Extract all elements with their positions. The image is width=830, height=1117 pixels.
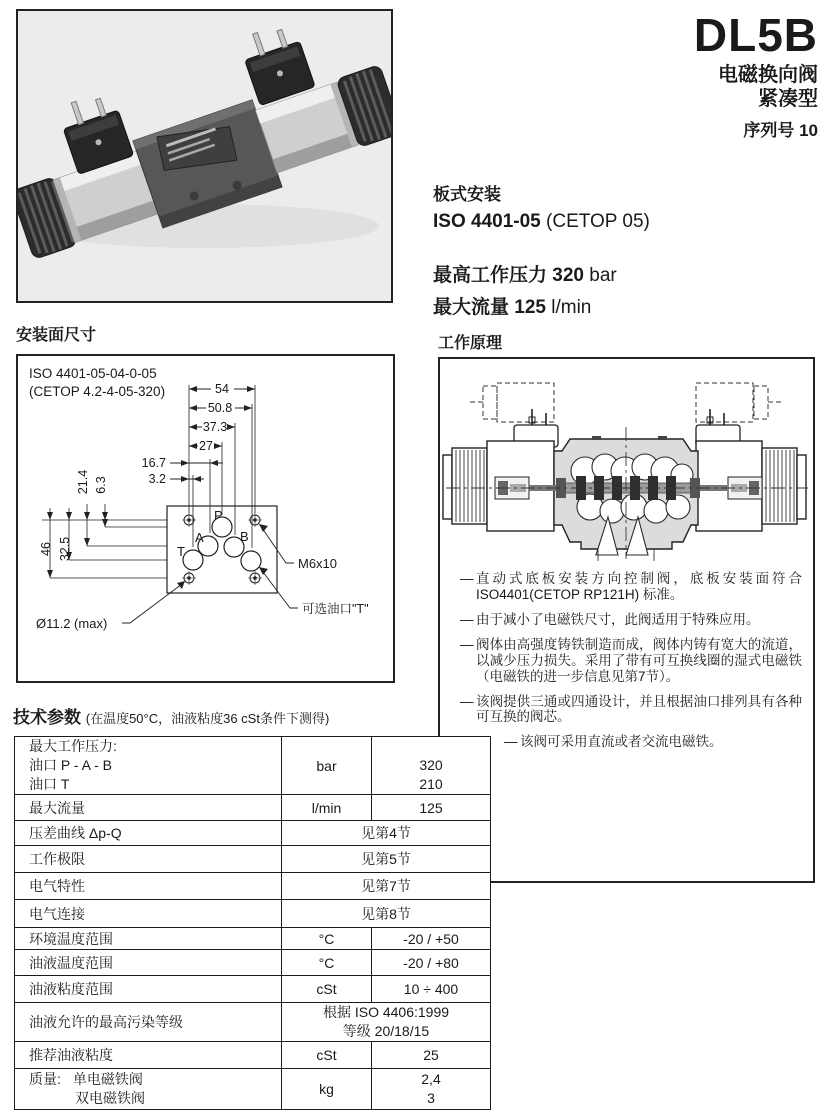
table-row: 最大流量 l/min 125 [15, 795, 491, 821]
table-row: 油液粘度范围 cSt 10 ÷ 400 [15, 976, 491, 1003]
list-item: — 该阀提供三通或四通设计，并且根据油口排列具有各种可互换的阀芯。 [460, 693, 802, 725]
working-principle-heading: 工作原理 [438, 335, 503, 352]
port-a-label: A [195, 530, 204, 545]
cetop-pattern-code: (CETOP 4.2-4-05-320) [29, 384, 166, 399]
dim-50-8: 50.8 [207, 401, 233, 415]
list-item: — 该阀可采用直流或者交流电磁铁。 [504, 734, 723, 750]
max-flow-value: 125 [514, 297, 546, 318]
bullet-dash: — [460, 611, 474, 627]
table-row: 最大工作压力: 油口 P - A - B 油口 T bar 320 210 [15, 737, 491, 795]
dim-32-5: 32.5 [58, 536, 72, 562]
technical-data-table [14, 736, 491, 1110]
mounting-dimensions-box [16, 354, 395, 683]
dim-3-2: 3.2 [148, 472, 166, 486]
page-title: DL5B [693, 9, 818, 61]
port-p-label: P [214, 508, 223, 523]
thread-label: M6x10 [298, 556, 338, 571]
product-photo-frame [16, 9, 393, 303]
series-number: 序列号 10 [743, 120, 818, 140]
pressure-t-value: 210 [419, 776, 443, 792]
test-conditions-note: (在温度50°C，油液粘度36 cSt条件下测得) [85, 711, 330, 726]
iso-standard: ISO 4401-05 [433, 211, 541, 232]
valve-cross-section-diagram [440, 359, 813, 569]
product-photo [18, 11, 391, 301]
mounting-type: 板式安装 [433, 185, 501, 204]
bullet-dash: — [460, 693, 474, 709]
technical-data-heading: 技术参数 (在温度50°C，油液粘度36 cSt条件下测得) [13, 708, 330, 727]
working-principle-box [438, 357, 815, 883]
table-row: 推荐油液粘度 cSt 25 [15, 1042, 491, 1069]
list-item: — 直动式底板安装方向控制阀，底板安装面符合 ISO4401(CETOP RP121H) 标准。 [460, 571, 802, 602]
iso-standard-line [433, 211, 823, 233]
cetop-standard: (CETOP 05) [540, 211, 650, 232]
mass-double-value: 3 [427, 1090, 435, 1106]
intro-block [433, 180, 823, 319]
mass-single-value: 2,4 [421, 1071, 441, 1087]
optional-port-label: 可选油口"T" [302, 602, 369, 616]
table-row: 质量: 单电磁铁阀 双电磁铁阀 kg 2,4 3 [15, 1069, 491, 1110]
dim-6-3: 6.3 [94, 476, 108, 494]
dim-16-7: 16.7 [141, 456, 166, 470]
dim-21-4: 21.4 [76, 469, 90, 495]
subtitle-valve-type: 电磁换向阀 [718, 64, 818, 86]
table-row: 油液温度范围 °C -20 / +80 [15, 950, 491, 976]
dim-37-3: 37.3 [202, 420, 228, 434]
title-block [520, 9, 818, 141]
bullet-dash: — [460, 636, 474, 652]
bullet-dash: — [504, 734, 518, 750]
max-pressure-line: 最高工作压力 320 bar [433, 265, 617, 286]
port-b-label: B [240, 529, 249, 544]
max-flow-line: 最大流量 125 l/min [433, 297, 592, 318]
table-row: 工作极限 见第5节 [15, 846, 491, 873]
dim-46: 46 [39, 542, 53, 556]
hole-diameter-label: Ø11.2 (max) [36, 616, 108, 631]
iso-pattern-code: ISO 4401-05-04-0-05 [29, 366, 157, 381]
subtitle-compact: 紧凑型 [758, 88, 818, 111]
table-row: 电气连接 见第8节 [15, 900, 491, 928]
table-row: 压差曲线 Δp-Q 见第4节 [15, 821, 491, 846]
bullet-dash: — [460, 571, 474, 586]
dim-54: 54 [215, 382, 229, 396]
list-item: — 阀体由高强度铸铁制造而成，阀体内铸有宽大的流道，以减少压力损失。采用了带有可互换线圈的湿式电磁铁（电磁铁的进一步信息见第7节）。 [460, 636, 802, 684]
list-item: — 由于减小了电磁铁尺寸，此阀适用于特殊应用。 [460, 611, 760, 627]
feature-bullet-list [460, 571, 802, 750]
pressure-pab-value: 320 [419, 757, 443, 773]
port-t-label: T [177, 544, 185, 559]
table-row: 电气特性 见第7节 [15, 873, 491, 900]
max-pressure-value: 320 [552, 265, 584, 286]
table-row: 环境温度范围 °C -20 / +50 [15, 928, 491, 950]
mounting-dimensions-drawing [18, 356, 393, 681]
table-row: 油液允许的最高污染等级 根据 ISO 4406:1999 等级 20/18/15 [15, 1003, 491, 1042]
mounting-dimensions-heading: 安装面尺寸 [16, 327, 97, 344]
dim-27: 27 [199, 439, 213, 453]
